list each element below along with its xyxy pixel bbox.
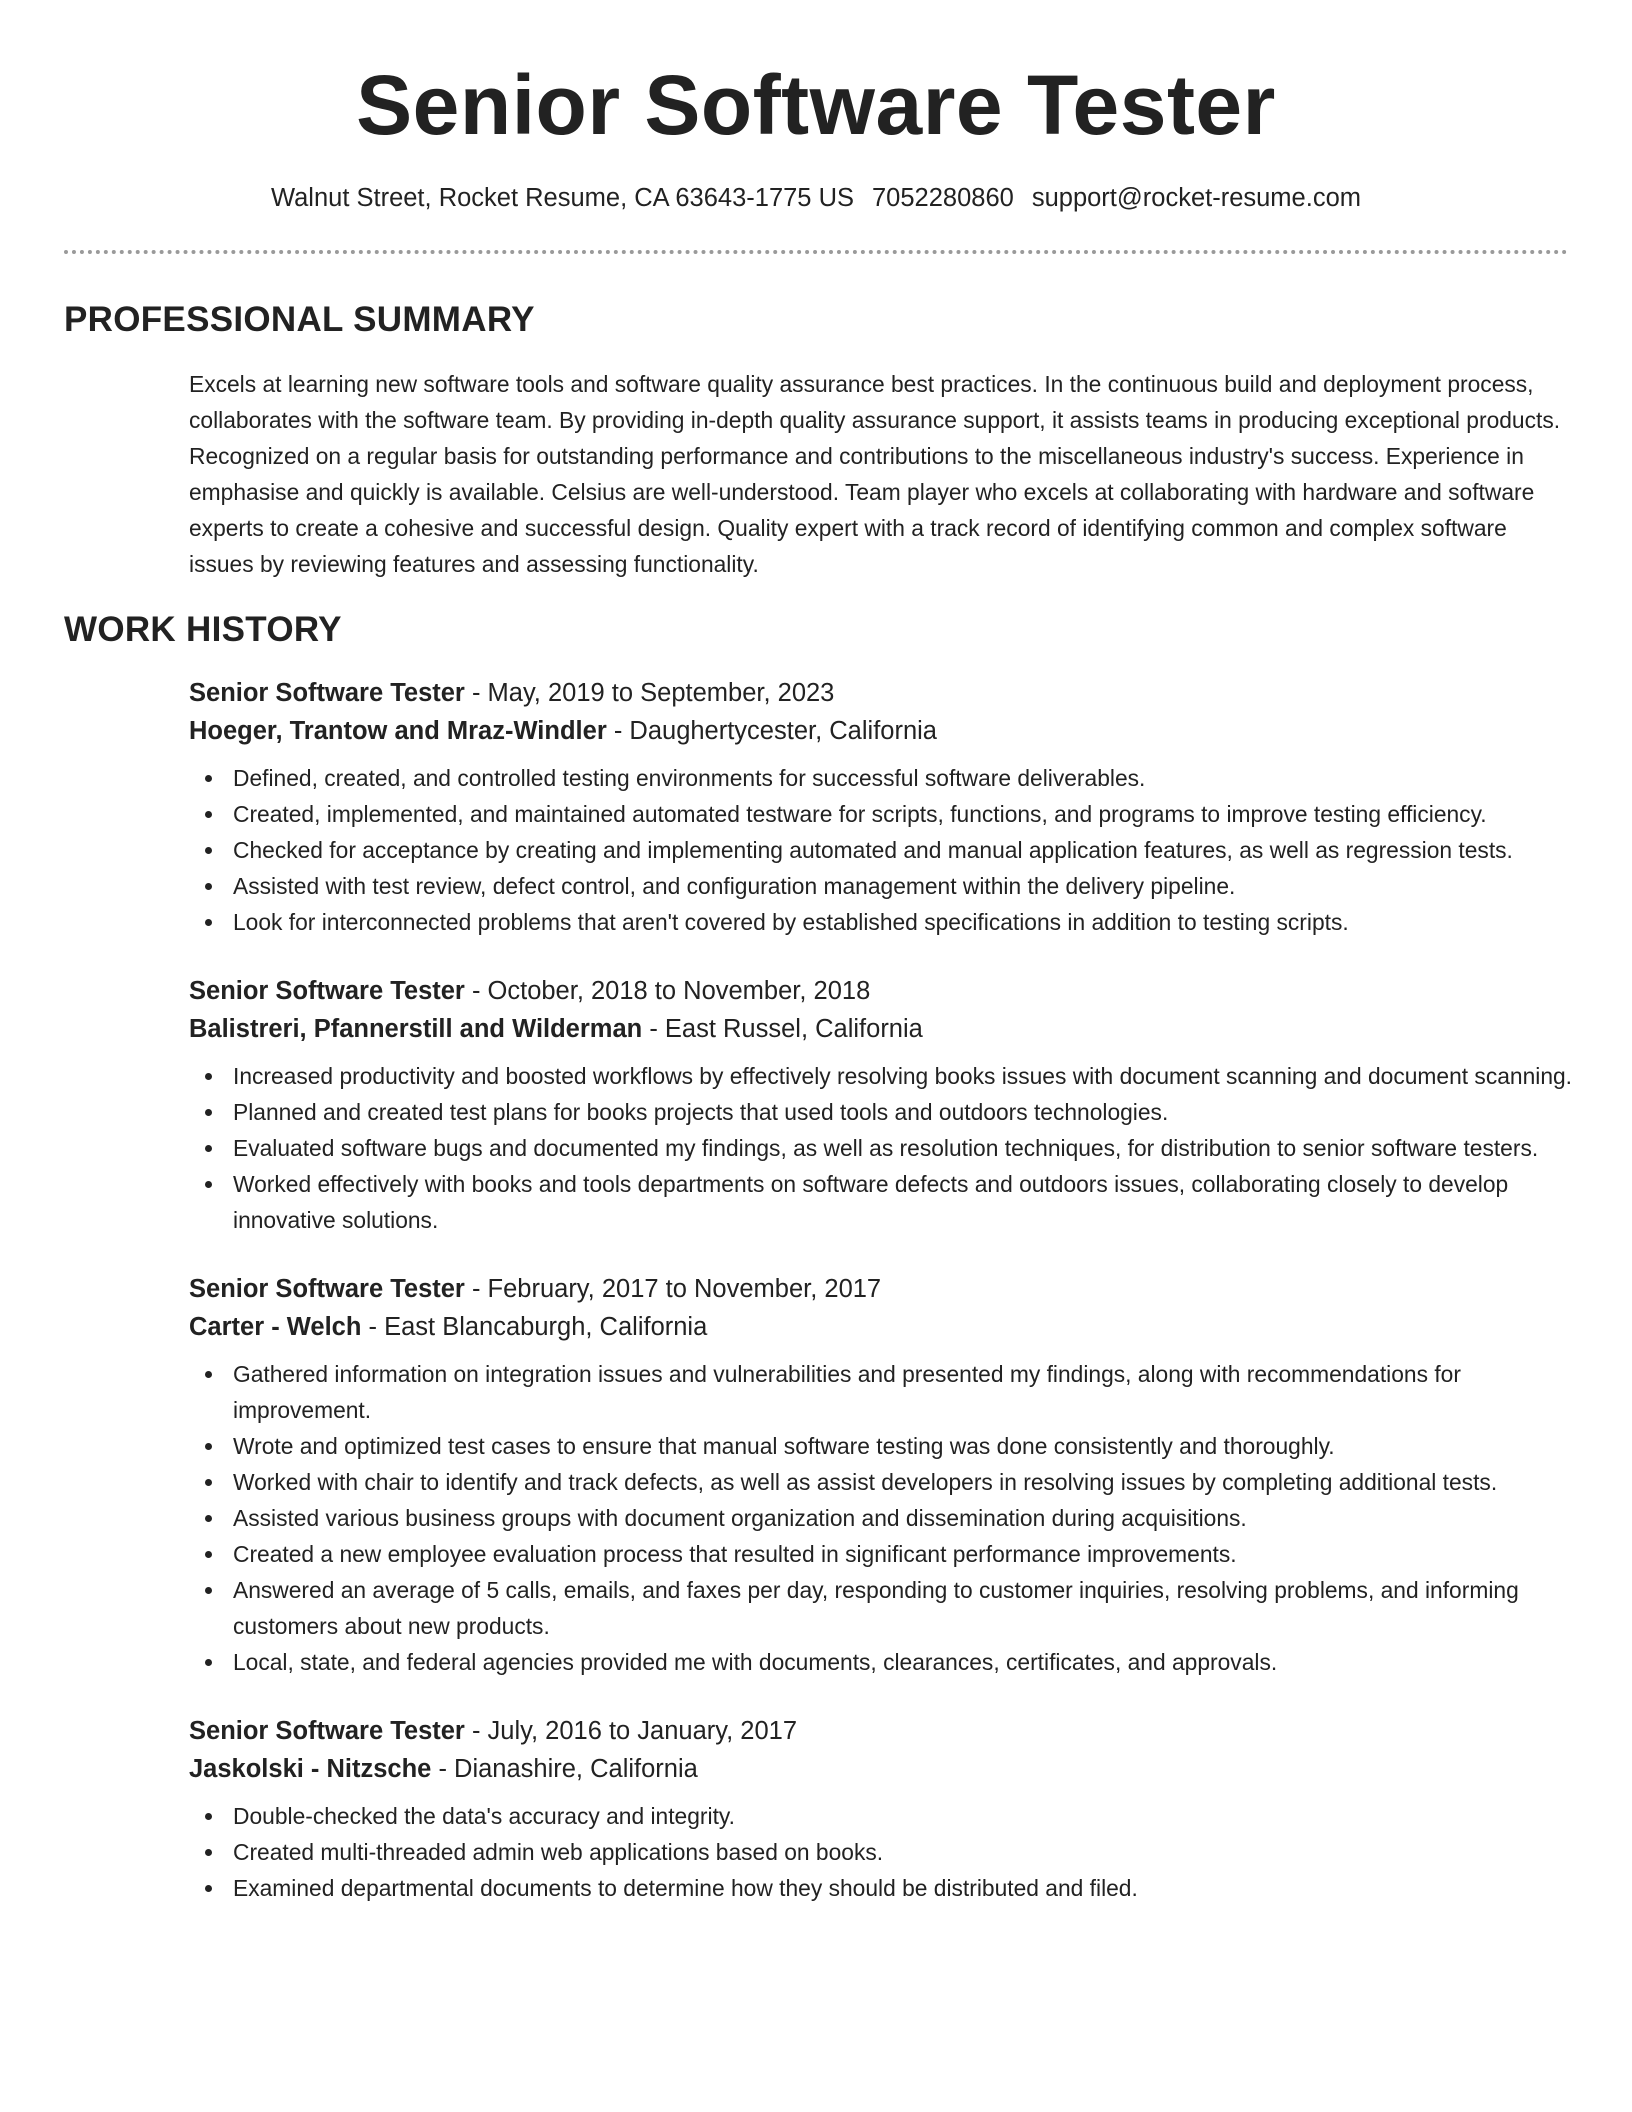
job-bullets [189,1356,1574,1680]
job-bullet: Local, state, and federal agencies provided me with documents, clearances, certificates, and approvals. [233,1644,1574,1680]
job-bullet: Increased productivity and boosted workflows by effectively resolving books issues with document scanning and document scanning. [233,1058,1574,1094]
job-dates: - October, 2018 to November, 2018 [464,977,871,1005]
contact-phone: 7052280860 [872,184,1014,212]
job-company: Balistreri, Pfannerstill and Wilderman [189,1015,643,1043]
job-role: Senior Software Tester [189,679,465,707]
job-entry [189,1270,1574,1680]
job-bullet: Created multi-threaded admin web applications based on books. [233,1834,1574,1870]
job-title-line [189,1270,1574,1308]
job-bullet: Assisted with test review, defect control, and configuration management within the delivery pipeline. [233,868,1574,904]
job-company-line [189,712,1574,750]
job-bullet: Created a new employee evaluation process that resulted in significant performance improvements. [233,1536,1574,1572]
job-dates: - February, 2017 to November, 2017 [464,1275,882,1303]
contact-address: Walnut Street, Rocket Resume, CA 63643-1775 US [270,184,854,212]
job-bullets [189,1058,1574,1238]
job-company-line [189,1308,1574,1346]
job-bullet: Answered an average of 5 calls, emails, and faxes per day, responding to customer inquiries, resolving problems, and informing customers about new products. [233,1572,1574,1644]
job-dates: - May, 2019 to September, 2023 [464,679,835,707]
job-bullet: Defined, created, and controlled testing environments for successful software deliverables. [233,760,1574,796]
job-bullet: Worked effectively with books and tools departments on software defects and outdoors issues, collaborating closely to develop innovative solutions. [233,1166,1574,1238]
job-title-line [189,1712,1574,1750]
work-history-heading: WORK HISTORY [64,610,342,649]
job-bullet: Gathered information on integration issues and vulnerabilities and presented my findings, along with recommendations for improvement. [233,1356,1574,1428]
resume-name: Senior Software Tester [356,58,1276,152]
job-bullet: Created, implemented, and maintained automated testware for scripts, functions, and programs to improve testing efficiency. [233,796,1574,832]
job-bullet: Wrote and optimized test cases to ensure that manual software testing was done consistently and thoroughly. [233,1428,1574,1464]
job-bullet: Evaluated software bugs and documented my findings, as well as resolution techniques, for distribution to senior software testers. [233,1130,1574,1166]
contact-email: support@rocket-resume.com [1031,184,1361,212]
job-company-line [189,1750,1574,1788]
job-company-line [189,1010,1574,1048]
work-history-list [189,674,1574,1938]
job-entry [189,1712,1574,1906]
job-entry [189,972,1574,1238]
job-entry [189,674,1574,940]
job-bullet: Look for interconnected problems that aren't covered by established specifications in addition to testing scripts. [233,904,1574,940]
job-bullet: Planned and created test plans for books projects that used tools and outdoors technologies. [233,1094,1574,1130]
job-role: Senior Software Tester [189,1717,465,1745]
job-location: - East Blancaburgh, California [361,1313,708,1341]
job-location: - Dianashire, California [431,1755,698,1783]
contact-info [0,180,1632,216]
job-role: Senior Software Tester [189,977,465,1005]
job-title-line [189,674,1574,712]
job-location: - East Russel, California [642,1015,923,1043]
job-bullets [189,760,1574,940]
summary-heading: PROFESSIONAL SUMMARY [64,300,535,339]
job-bullets [189,1798,1574,1906]
summary-text: Excels at learning new software tools and software quality assurance best practices. In the continuous build and deployment process, collaborates with the software team. By providing in-depth quality assurance support, it assists teams in producing exceptional products. Recognized on a regular basis for outstanding performance and contributions to the miscellaneous industry's success. Experience in emphasise and quickly is available. Celsius are well-understood. Team player who excels at collaborating with hardware and software experts to create a cohesive and successful design. Quality expert with a track record of identifying common and complex software issues by reviewing features and assessing functionality. [189,371,1561,577]
job-bullet: Examined departmental documents to determine how they should be distributed and filed. [233,1870,1574,1906]
job-location: - Daughertycester, California [606,717,937,745]
job-title-line [189,972,1574,1010]
header-divider [64,250,1568,254]
job-role: Senior Software Tester [189,1275,465,1303]
job-bullet: Checked for acceptance by creating and implementing automated and manual application features, as well as regression tests. [233,832,1574,868]
job-bullet: Double-checked the data's accuracy and integrity. [233,1798,1574,1834]
job-bullet: Assisted various business groups with document organization and dissemination during acquisitions. [233,1500,1574,1536]
job-company: Jaskolski - Nitzsche [189,1755,432,1783]
job-dates: - July, 2016 to January, 2017 [464,1717,798,1745]
job-bullet: Worked with chair to identify and track defects, as well as assist developers in resolving issues by completing additional tests. [233,1464,1574,1500]
job-company: Hoeger, Trantow and Mraz-Windler [189,717,607,745]
job-company: Carter - Welch [189,1313,362,1341]
